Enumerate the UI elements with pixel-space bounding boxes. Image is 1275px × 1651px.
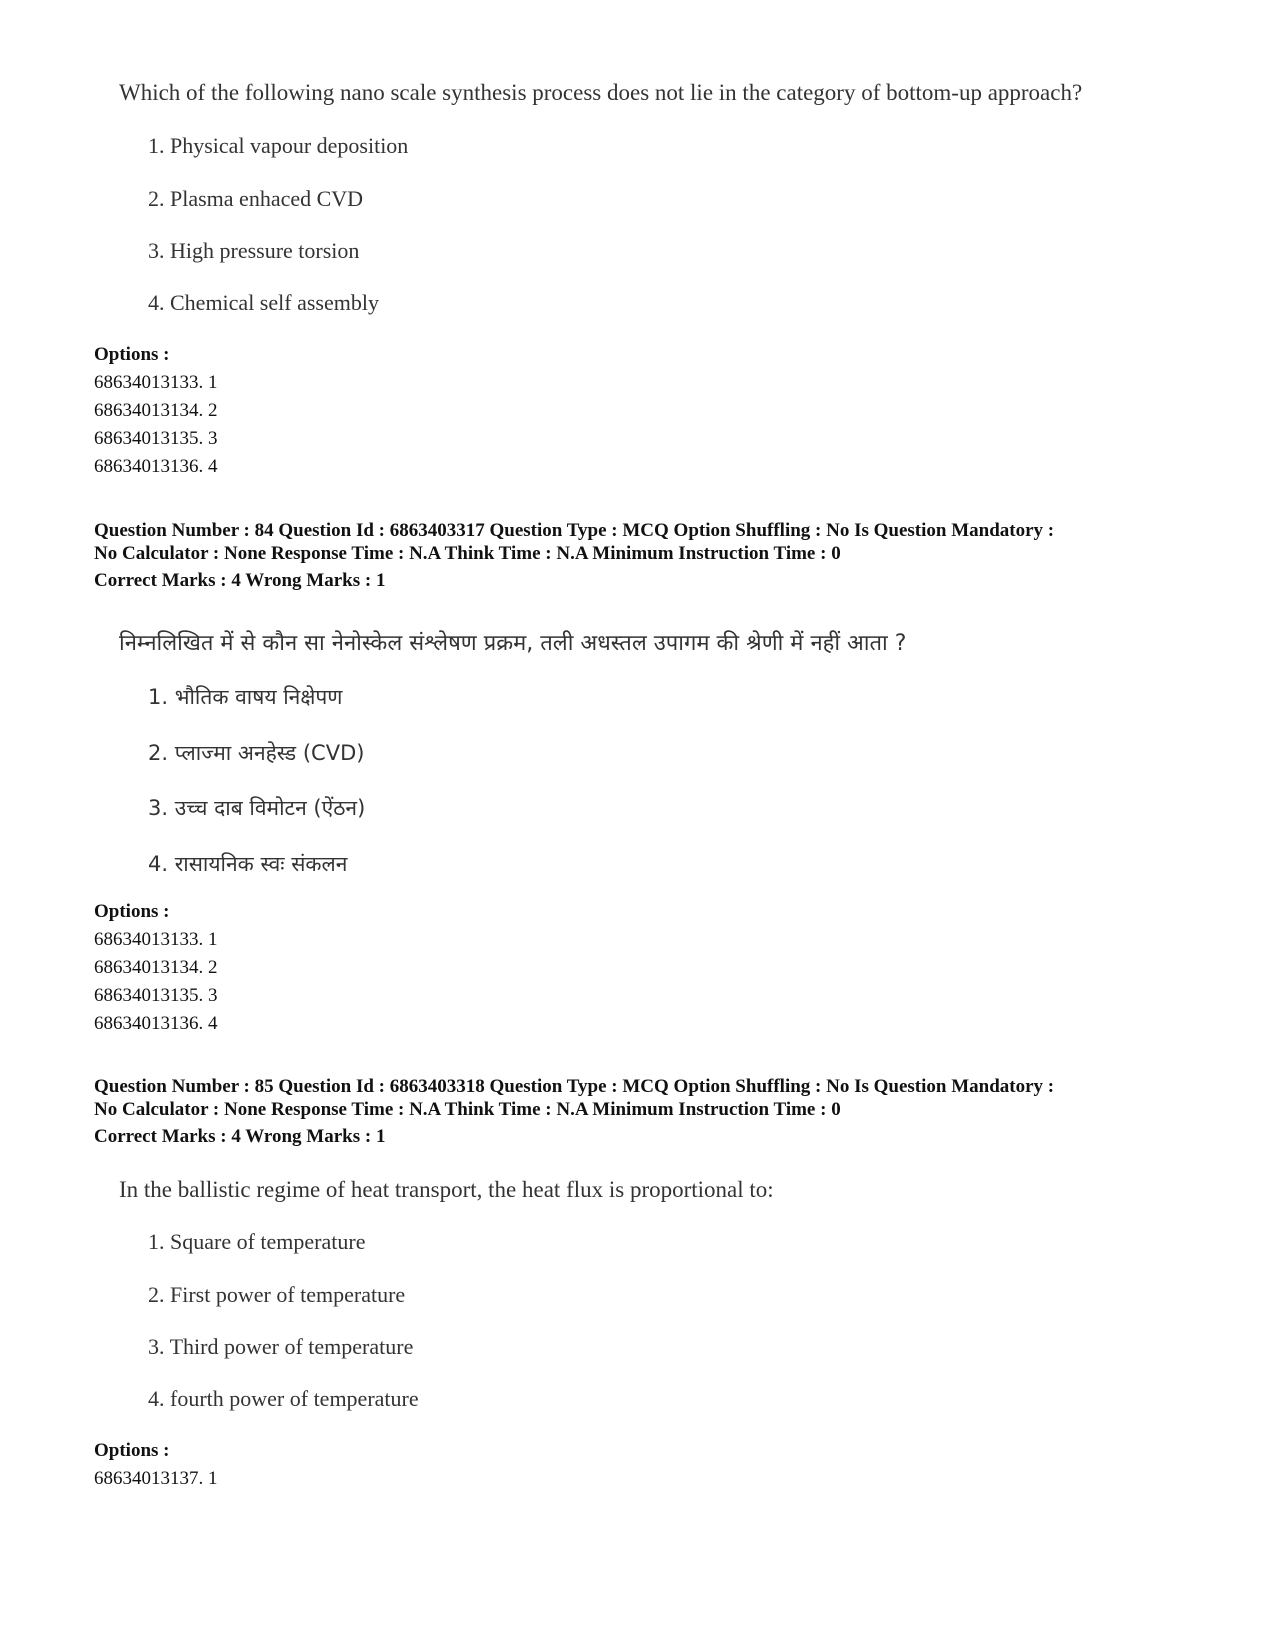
question-meta-line1: Question Number : 84 Question Id : 6863403317 Question Type : MCQ Option Shuffling : No Is Question Mandatory :	[94, 520, 1055, 541]
answer-choice-1: 1. भौतिक वाषय निक्षेपण	[148, 685, 343, 709]
question-text: In the ballistic regime of heat transport, the heat flux is proportional to:	[119, 1177, 774, 1202]
question-text: Which of the following nano scale synthesis process does not lie in the category of bottom-up approach?	[119, 80, 1083, 105]
answer-choice-1: 1. Square of temperature	[148, 1229, 366, 1254]
question-meta-line2: No Calculator : None Response Time : N.A Think Time : N.A Minimum Instruction Time : 0	[94, 1099, 841, 1120]
option-id-3: 68634013135. 3	[94, 985, 218, 1006]
answer-choice-4: 4. रासायनिक स्वः संकलन	[148, 852, 348, 876]
question-meta-line2: No Calculator : None Response Time : N.A Think Time : N.A Minimum Instruction Time : 0	[94, 543, 841, 564]
question-marks: Correct Marks : 4 Wrong Marks : 1	[94, 570, 386, 591]
option-id-3: 68634013135. 3	[94, 428, 218, 449]
answer-choice-2: 2. First power of temperature	[148, 1282, 406, 1307]
answer-choice-4: 4. fourth power of temperature	[148, 1386, 419, 1411]
option-id-1: 68634013133. 1	[94, 372, 218, 393]
question-text-hindi: निम्नलिखित में से कौन सा नेनोस्केल संश्लेषण प्रक्रम, तली अधस्तल उपागम की श्रेणी में नहीं आता ?	[119, 631, 907, 656]
options-label: Options :	[94, 901, 170, 922]
answer-choice-1: 1. Physical vapour deposition	[148, 133, 409, 158]
answer-choice-4: 4. Chemical self assembly	[148, 290, 379, 315]
option-id-4: 68634013136. 4	[94, 456, 218, 477]
option-id-1: 68634013133. 1	[94, 929, 218, 950]
option-id-2: 68634013134. 2	[94, 400, 218, 421]
answer-choice-2: 2. प्लाज्मा अनहेस्ड (CVD)	[148, 741, 365, 765]
answer-choice-3: 3. High pressure torsion	[148, 238, 360, 263]
answer-choice-3: 3. उच्च दाब विमोटन (ऐंठन)	[148, 796, 366, 820]
option-id-1: 68634013137. 1	[94, 1468, 218, 1489]
options-label: Options :	[94, 344, 170, 365]
question-marks: Correct Marks : 4 Wrong Marks : 1	[94, 1126, 386, 1147]
question-meta-line1: Question Number : 85 Question Id : 6863403318 Question Type : MCQ Option Shuffling : No Is Question Mandatory :	[94, 1076, 1055, 1097]
answer-choice-2: 2. Plasma enhaced CVD	[148, 186, 364, 211]
option-id-4: 68634013136. 4	[94, 1013, 218, 1034]
answer-choice-3: 3. Third power of temperature	[148, 1334, 414, 1359]
options-label: Options :	[94, 1440, 170, 1461]
option-id-2: 68634013134. 2	[94, 957, 218, 978]
